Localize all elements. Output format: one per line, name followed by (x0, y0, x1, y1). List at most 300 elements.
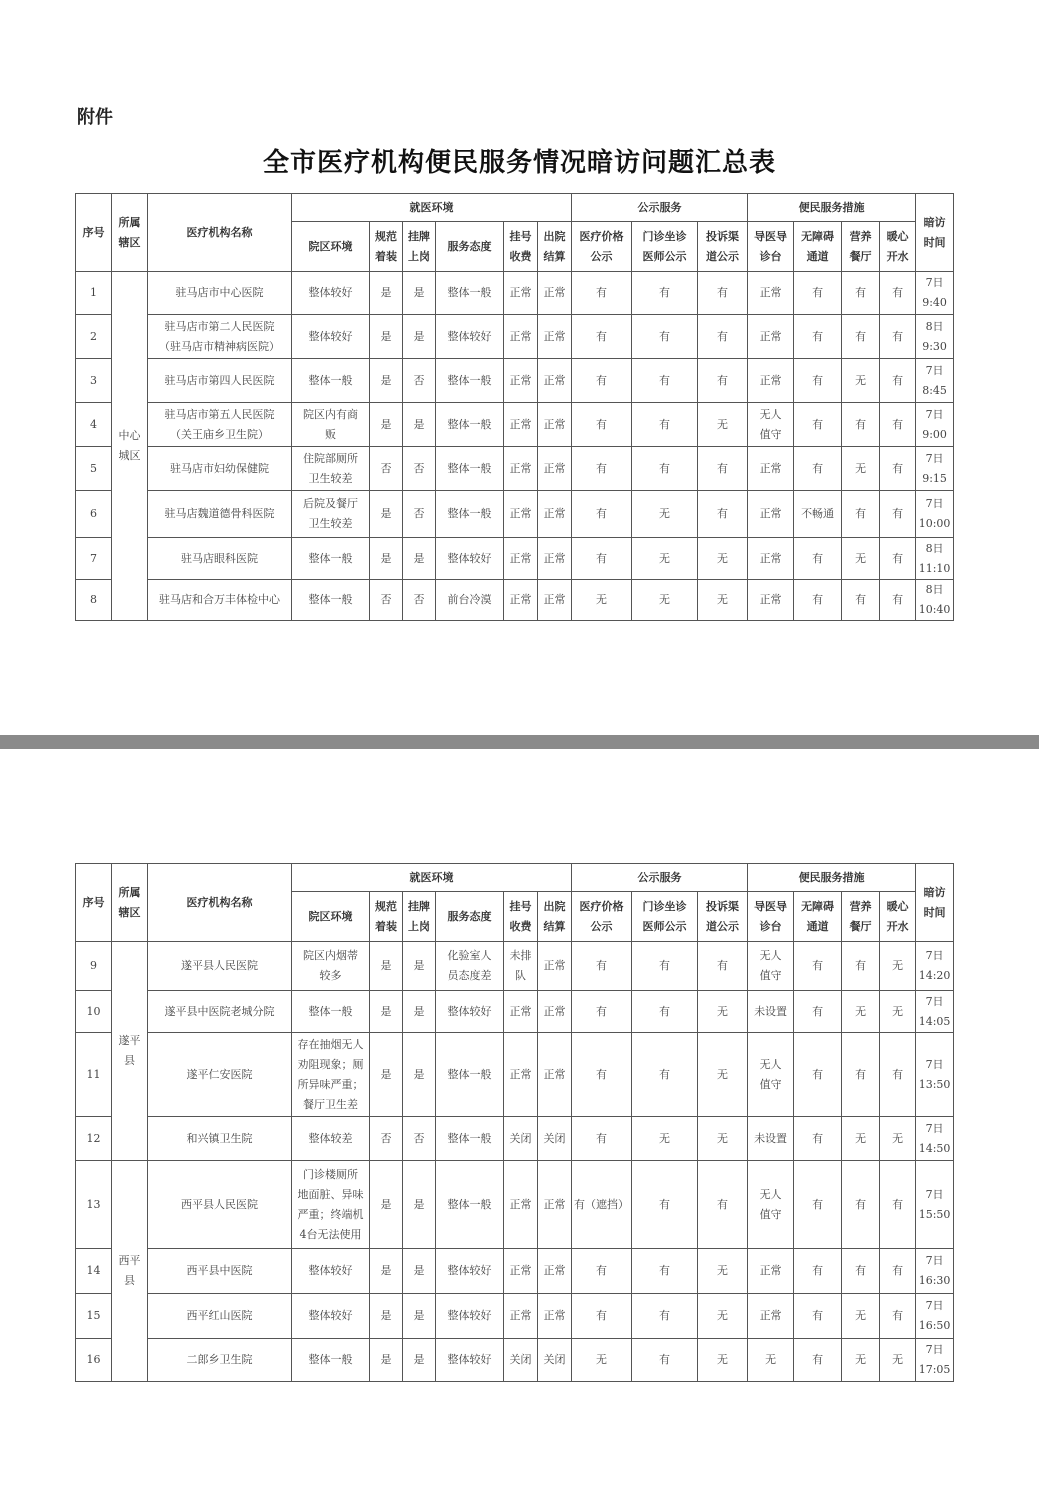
header-group-public: 公示服务 (572, 194, 748, 222)
cell-badge: 是 (403, 1249, 436, 1294)
cell-discharge: 正常 (538, 580, 572, 621)
cell-guide: 未设置 (748, 1117, 794, 1161)
cell-register: 正常 (504, 538, 538, 580)
cell-canteen: 有 (842, 1161, 880, 1249)
cell-water: 无 (880, 1117, 916, 1161)
cell-canteen: 有 (842, 403, 880, 447)
cell-discharge: 正常 (538, 1249, 572, 1294)
cell-discharge: 关闭 (538, 1117, 572, 1161)
cell-canteen: 无 (842, 538, 880, 580)
cell-register: 正常 (504, 359, 538, 403)
cell-dress: 是 (370, 272, 403, 315)
cell-badge: 否 (403, 1117, 436, 1161)
cell-seq: 13 (76, 1161, 112, 1249)
cell-seq: 2 (76, 315, 112, 359)
header-attitude: 服务态度 (436, 892, 504, 942)
cell-canteen: 有 (842, 491, 880, 538)
header-canteen: 营养 餐厅 (842, 892, 880, 942)
cell-barrier: 有 (794, 942, 842, 991)
cell-institution-name: 遂平县人民医院 (148, 942, 292, 991)
cell-complaint: 有 (698, 491, 748, 538)
cell-water: 有 (880, 403, 916, 447)
cell-barrier: 有 (794, 272, 842, 315)
cell-badge: 否 (403, 447, 436, 491)
cell-visit-time: 8日 10:40 (916, 580, 954, 621)
cell-register: 正常 (504, 991, 538, 1033)
header-doctor: 门诊坐诊 医师公示 (632, 222, 698, 272)
summary-table-1 (75, 193, 954, 621)
cell-visit-time: 7日 13:50 (916, 1033, 954, 1117)
cell-env: 整体一般 (292, 1339, 370, 1382)
cell-badge: 是 (403, 315, 436, 359)
cell-water: 有 (880, 538, 916, 580)
cell-attitude: 整体一般 (436, 359, 504, 403)
cell-complaint: 有 (698, 1161, 748, 1249)
cell-complaint: 有 (698, 315, 748, 359)
header-dress: 规范 着装 (370, 892, 403, 942)
header-barrier: 无障碍 通道 (794, 892, 842, 942)
cell-badge: 是 (403, 1294, 436, 1339)
cell-attitude: 整体较好 (436, 991, 504, 1033)
cell-water: 有 (880, 315, 916, 359)
cell-attitude: 整体较好 (436, 315, 504, 359)
cell-guide: 正常 (748, 359, 794, 403)
cell-seq: 7 (76, 538, 112, 580)
cell-env: 整体较好 (292, 315, 370, 359)
cell-attitude: 前台冷漠 (436, 580, 504, 621)
cell-district: 遂平 县 (112, 942, 148, 1161)
cell-env: 整体一般 (292, 991, 370, 1033)
header-group-service: 便民服务措施 (748, 864, 916, 892)
table-row (76, 1117, 954, 1161)
cell-price: 有 (572, 447, 632, 491)
cell-water: 有 (880, 1033, 916, 1117)
cell-complaint: 无 (698, 1249, 748, 1294)
cell-dress: 是 (370, 315, 403, 359)
table-row (76, 315, 954, 359)
cell-seq: 8 (76, 580, 112, 621)
cell-canteen: 无 (842, 359, 880, 403)
cell-attitude: 整体一般 (436, 272, 504, 315)
cell-register: 正常 (504, 580, 538, 621)
cell-visit-time: 7日 14:05 (916, 991, 954, 1033)
header-group-env: 就医环境 (292, 864, 572, 892)
header-name: 医疗机构名称 (148, 194, 292, 272)
cell-doctor: 有 (632, 991, 698, 1033)
table-row (76, 403, 954, 447)
cell-seq: 14 (76, 1249, 112, 1294)
header-visit-time: 暗访 时间 (916, 864, 954, 942)
cell-doctor: 有 (632, 1339, 698, 1382)
cell-water: 有 (880, 1294, 916, 1339)
cell-price: 有 (572, 491, 632, 538)
cell-visit-time: 7日 16:30 (916, 1249, 954, 1294)
header-discharge: 出院 结算 (538, 222, 572, 272)
cell-guide: 正常 (748, 447, 794, 491)
cell-price: 有 (572, 359, 632, 403)
cell-dress: 否 (370, 580, 403, 621)
cell-env: 整体较好 (292, 272, 370, 315)
cell-discharge: 正常 (538, 942, 572, 991)
header-water: 暖心 开水 (880, 892, 916, 942)
cell-complaint: 无 (698, 580, 748, 621)
cell-guide: 无人 值守 (748, 942, 794, 991)
cell-env: 住院部厕所 卫生较差 (292, 447, 370, 491)
cell-institution-name: 遂平县中医院老城分院 (148, 991, 292, 1033)
cell-guide: 正常 (748, 580, 794, 621)
cell-env: 后院及餐厅 卫生较差 (292, 491, 370, 538)
table-row (76, 491, 954, 538)
cell-discharge: 正常 (538, 359, 572, 403)
cell-dress: 是 (370, 1249, 403, 1294)
cell-price: 有 (572, 991, 632, 1033)
cell-barrier: 有 (794, 538, 842, 580)
cell-seq: 3 (76, 359, 112, 403)
cell-attitude: 整体一般 (436, 403, 504, 447)
cell-discharge: 正常 (538, 447, 572, 491)
cell-guide: 正常 (748, 538, 794, 580)
cell-guide: 正常 (748, 491, 794, 538)
cell-seq: 12 (76, 1117, 112, 1161)
cell-guide: 无人 值守 (748, 1161, 794, 1249)
cell-dress: 否 (370, 447, 403, 491)
header-seq: 序号 (76, 864, 112, 942)
cell-institution-name: 驻马店和合万丰体检中心 (148, 580, 292, 621)
table-row (76, 359, 954, 403)
cell-doctor: 无 (632, 538, 698, 580)
cell-badge: 是 (403, 1033, 436, 1117)
cell-badge: 是 (403, 942, 436, 991)
cell-canteen: 无 (842, 1294, 880, 1339)
cell-canteen: 有 (842, 1249, 880, 1294)
header-barrier: 无障碍 通道 (794, 222, 842, 272)
cell-guide: 正常 (748, 315, 794, 359)
cell-discharge: 正常 (538, 538, 572, 580)
cell-water: 有 (880, 272, 916, 315)
header-complaint: 投诉渠 道公示 (698, 892, 748, 942)
table-row (76, 1339, 954, 1382)
cell-doctor: 有 (632, 1161, 698, 1249)
cell-discharge: 关闭 (538, 1339, 572, 1382)
cell-canteen: 无 (842, 1339, 880, 1382)
cell-register: 正常 (504, 315, 538, 359)
cell-discharge: 正常 (538, 315, 572, 359)
cell-price: 有 (572, 1249, 632, 1294)
header-guide: 导医导 诊台 (748, 222, 794, 272)
cell-guide: 未设置 (748, 991, 794, 1033)
header-district: 所属 辖区 (112, 194, 148, 272)
cell-badge: 是 (403, 272, 436, 315)
cell-doctor: 有 (632, 359, 698, 403)
cell-register: 正常 (504, 1249, 538, 1294)
cell-attitude: 整体较好 (436, 538, 504, 580)
cell-institution-name: 西平县人民医院 (148, 1161, 292, 1249)
table-row (76, 991, 954, 1033)
cell-barrier: 有 (794, 1294, 842, 1339)
cell-seq: 9 (76, 942, 112, 991)
cell-guide: 正常 (748, 1249, 794, 1294)
cell-complaint: 无 (698, 1117, 748, 1161)
table-row (76, 538, 954, 580)
cell-price: 有 (572, 403, 632, 447)
cell-seq: 15 (76, 1294, 112, 1339)
header-district: 所属 辖区 (112, 864, 148, 942)
cell-complaint: 无 (698, 1339, 748, 1382)
cell-barrier: 有 (794, 1161, 842, 1249)
cell-canteen: 无 (842, 991, 880, 1033)
cell-seq: 1 (76, 272, 112, 315)
cell-discharge: 正常 (538, 272, 572, 315)
header-group-public: 公示服务 (572, 864, 748, 892)
cell-complaint: 无 (698, 1033, 748, 1117)
header-badge: 挂牌 上岗 (403, 222, 436, 272)
cell-water: 无 (880, 1339, 916, 1382)
cell-register: 正常 (504, 447, 538, 491)
cell-doctor: 无 (632, 1117, 698, 1161)
cell-visit-time: 7日 8:45 (916, 359, 954, 403)
cell-attitude: 整体较好 (436, 1249, 504, 1294)
cell-water: 有 (880, 447, 916, 491)
cell-env: 整体较差 (292, 1117, 370, 1161)
cell-env: 整体一般 (292, 538, 370, 580)
header-water: 暖心 开水 (880, 222, 916, 272)
cell-attitude: 整体较好 (436, 1294, 504, 1339)
header-name: 医疗机构名称 (148, 864, 292, 942)
cell-visit-time: 7日 15:50 (916, 1161, 954, 1249)
cell-institution-name: 西平县中医院 (148, 1249, 292, 1294)
cell-institution-name: 和兴镇卫生院 (148, 1117, 292, 1161)
cell-canteen: 有 (842, 580, 880, 621)
cell-water: 有 (880, 1249, 916, 1294)
cell-dress: 是 (370, 1033, 403, 1117)
table-row (76, 1033, 954, 1117)
cell-institution-name: 驻马店市中心医院 (148, 272, 292, 315)
cell-visit-time: 7日 10:00 (916, 491, 954, 538)
cell-attitude: 整体一般 (436, 447, 504, 491)
cell-barrier: 有 (794, 1033, 842, 1117)
cell-price: 无 (572, 580, 632, 621)
table-row (76, 272, 954, 315)
cell-complaint: 有 (698, 359, 748, 403)
cell-institution-name: 驻马店魏道德骨科医院 (148, 491, 292, 538)
cell-register: 正常 (504, 1161, 538, 1249)
cell-doctor: 有 (632, 447, 698, 491)
cell-institution-name: 二郎乡卫生院 (148, 1339, 292, 1382)
cell-barrier: 有 (794, 359, 842, 403)
cell-barrier: 有 (794, 403, 842, 447)
cell-visit-time: 7日 9:15 (916, 447, 954, 491)
cell-dress: 是 (370, 1161, 403, 1249)
cell-guide: 正常 (748, 272, 794, 315)
cell-canteen: 有 (842, 272, 880, 315)
cell-register: 未排 队 (504, 942, 538, 991)
cell-price: 有 (572, 942, 632, 991)
cell-env: 整体较好 (292, 1249, 370, 1294)
header-group-env: 就医环境 (292, 194, 572, 222)
cell-water: 有 (880, 1161, 916, 1249)
header-guide: 导医导 诊台 (748, 892, 794, 942)
cell-price: 有 (572, 315, 632, 359)
cell-water: 无 (880, 991, 916, 1033)
cell-complaint: 有 (698, 447, 748, 491)
header-register: 挂号 收费 (504, 892, 538, 942)
cell-institution-name: 驻马店市第四人民医院 (148, 359, 292, 403)
cell-complaint: 无 (698, 538, 748, 580)
cell-barrier: 有 (794, 991, 842, 1033)
cell-badge: 是 (403, 538, 436, 580)
cell-water: 有 (880, 580, 916, 621)
table-row (76, 580, 954, 621)
cell-price: 有 (572, 272, 632, 315)
cell-institution-name: 西平红山医院 (148, 1294, 292, 1339)
cell-doctor: 有 (632, 1033, 698, 1117)
cell-seq: 11 (76, 1033, 112, 1117)
cell-doctor: 有 (632, 403, 698, 447)
cell-canteen: 有 (842, 1033, 880, 1117)
header-group-service: 便民服务措施 (748, 194, 916, 222)
cell-barrier: 有 (794, 1339, 842, 1382)
cell-canteen: 无 (842, 1117, 880, 1161)
cell-water: 有 (880, 359, 916, 403)
cell-attitude: 整体一般 (436, 1033, 504, 1117)
header-badge: 挂牌 上岗 (403, 892, 436, 942)
cell-badge: 否 (403, 580, 436, 621)
cell-visit-time: 7日 9:40 (916, 272, 954, 315)
cell-visit-time: 8日 9:30 (916, 315, 954, 359)
cell-discharge: 正常 (538, 1161, 572, 1249)
cell-discharge: 正常 (538, 1033, 572, 1117)
cell-doctor: 有 (632, 272, 698, 315)
header-doctor: 门诊坐诊 医师公示 (632, 892, 698, 942)
table-row (76, 447, 954, 491)
cell-env: 院区内有商 贩 (292, 403, 370, 447)
cell-badge: 否 (403, 491, 436, 538)
header-seq: 序号 (76, 194, 112, 272)
cell-dress: 是 (370, 491, 403, 538)
cell-canteen: 有 (842, 315, 880, 359)
page-divider (0, 735, 1039, 749)
cell-attitude: 整体一般 (436, 491, 504, 538)
header-dress: 规范 着装 (370, 222, 403, 272)
cell-badge: 否 (403, 359, 436, 403)
cell-price: 无 (572, 1339, 632, 1382)
cell-badge: 是 (403, 403, 436, 447)
cell-env: 院区内烟蒂 较多 (292, 942, 370, 991)
cell-attitude: 整体一般 (436, 1161, 504, 1249)
cell-institution-name: 驻马店市第五人民医院 （关王庙乡卫生院） (148, 403, 292, 447)
cell-seq: 5 (76, 447, 112, 491)
cell-district: 西平 县 (112, 1161, 148, 1382)
cell-institution-name: 遂平仁安医院 (148, 1033, 292, 1117)
cell-doctor: 有 (632, 942, 698, 991)
cell-env: 整体一般 (292, 359, 370, 403)
cell-complaint: 无 (698, 991, 748, 1033)
table-row (76, 1161, 954, 1249)
cell-env: 门诊楼厕所 地面脏、异味 严重；终端机 4台无法使用 (292, 1161, 370, 1249)
cell-seq: 4 (76, 403, 112, 447)
cell-dress: 是 (370, 359, 403, 403)
table-row (76, 1249, 954, 1294)
header-price: 医疗价格 公示 (572, 892, 632, 942)
cell-institution-name: 驻马店市第二人民医院 （驻马店市精神病医院） (148, 315, 292, 359)
header-attitude: 服务态度 (436, 222, 504, 272)
cell-seq: 10 (76, 991, 112, 1033)
cell-visit-time: 7日 9:00 (916, 403, 954, 447)
header-env: 院区环境 (292, 222, 370, 272)
cell-seq: 16 (76, 1339, 112, 1382)
cell-doctor: 有 (632, 1249, 698, 1294)
cell-dress: 是 (370, 403, 403, 447)
table-row (76, 942, 954, 991)
cell-discharge: 正常 (538, 1294, 572, 1339)
cell-price: 有 (572, 1117, 632, 1161)
cell-water: 无 (880, 942, 916, 991)
cell-visit-time: 8日 11:10 (916, 538, 954, 580)
cell-env: 整体一般 (292, 580, 370, 621)
cell-dress: 是 (370, 1339, 403, 1382)
cell-institution-name: 驻马店市妇幼保健院 (148, 447, 292, 491)
cell-district: 中心 城区 (112, 272, 148, 621)
cell-institution-name: 驻马店眼科医院 (148, 538, 292, 580)
annex-label: 附件 (77, 107, 113, 128)
cell-price: 有 (572, 538, 632, 580)
cell-water: 有 (880, 491, 916, 538)
table-row (76, 1294, 954, 1339)
cell-register: 正常 (504, 1033, 538, 1117)
cell-dress: 否 (370, 1117, 403, 1161)
header-visit-time: 暗访 时间 (916, 194, 954, 272)
header-discharge: 出院 结算 (538, 892, 572, 942)
cell-attitude: 整体较好 (436, 1339, 504, 1382)
cell-badge: 是 (403, 991, 436, 1033)
cell-env: 整体较好 (292, 1294, 370, 1339)
cell-complaint: 有 (698, 942, 748, 991)
cell-guide: 无人 值守 (748, 1033, 794, 1117)
cell-dress: 是 (370, 991, 403, 1033)
cell-register: 正常 (504, 1294, 538, 1339)
cell-barrier: 有 (794, 580, 842, 621)
cell-visit-time: 7日 16:50 (916, 1294, 954, 1339)
cell-guide: 无人 值守 (748, 403, 794, 447)
cell-price: 有 (572, 1033, 632, 1117)
summary-table-2 (75, 863, 954, 1382)
header-price: 医疗价格 公示 (572, 222, 632, 272)
cell-register: 关闭 (504, 1339, 538, 1382)
cell-env: 存在抽烟无人 劝阻现象；厕 所异味严重； 餐厅卫生差 (292, 1033, 370, 1117)
cell-dress: 是 (370, 538, 403, 580)
header-canteen: 营养 餐厅 (842, 222, 880, 272)
cell-barrier: 有 (794, 1117, 842, 1161)
cell-complaint: 无 (698, 403, 748, 447)
cell-seq: 6 (76, 491, 112, 538)
cell-register: 正常 (504, 272, 538, 315)
cell-dress: 是 (370, 942, 403, 991)
cell-register: 正常 (504, 403, 538, 447)
cell-discharge: 正常 (538, 491, 572, 538)
cell-attitude: 化验室人 员态度差 (436, 942, 504, 991)
cell-badge: 是 (403, 1339, 436, 1382)
cell-guide: 无 (748, 1339, 794, 1382)
cell-canteen: 有 (842, 942, 880, 991)
cell-doctor: 有 (632, 315, 698, 359)
cell-attitude: 整体一般 (436, 1117, 504, 1161)
cell-barrier: 有 (794, 315, 842, 359)
header-register: 挂号 收费 (504, 222, 538, 272)
cell-canteen: 无 (842, 447, 880, 491)
cell-dress: 是 (370, 1294, 403, 1339)
cell-complaint: 无 (698, 1294, 748, 1339)
cell-price: 有（遮挡） (572, 1161, 632, 1249)
